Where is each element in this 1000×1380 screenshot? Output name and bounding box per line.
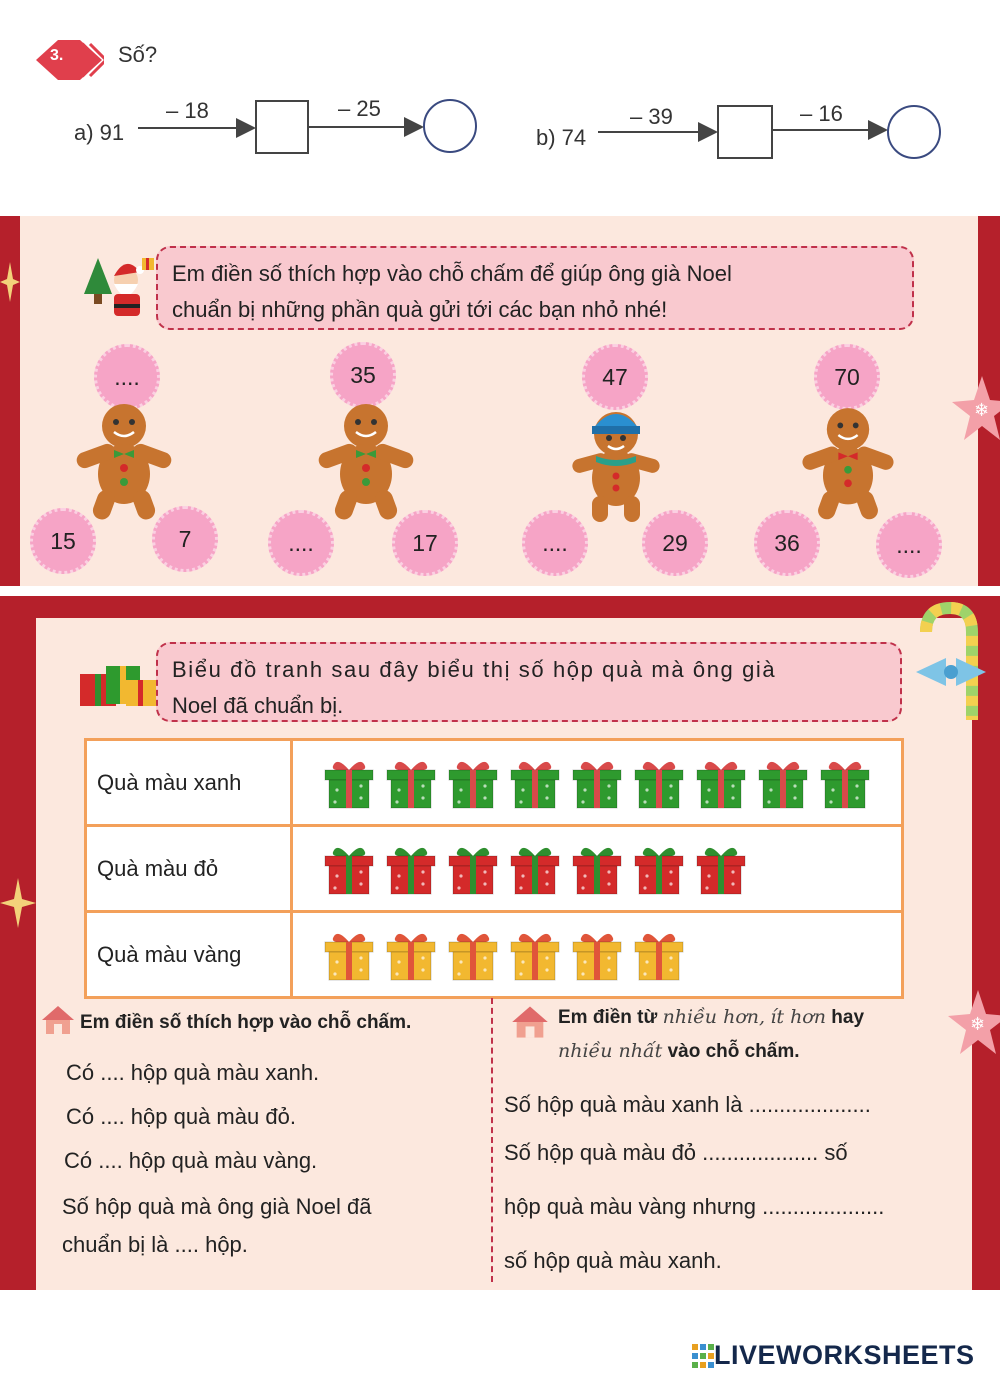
left-task-line-3: Có .... hộp quà màu vàng. [64, 1148, 318, 1173]
group-4-right-circle[interactable]: .... [876, 512, 942, 578]
sparkle-icon [0, 878, 36, 928]
gingerbread-man-icon [312, 402, 420, 520]
gift-box-icon [321, 928, 377, 982]
gift-box-icon [321, 756, 377, 810]
santa-icon [80, 250, 158, 322]
gingerbread-man-hat-icon [566, 404, 666, 522]
gift-box-icon [507, 928, 563, 982]
chain-a-op2: – 25 [338, 96, 381, 121]
chain-b-start: b) 74 [536, 125, 587, 150]
chain-a-circle-input[interactable] [426, 102, 474, 150]
exercise-title: Số? [118, 42, 158, 67]
left-task-line-5: chuẩn bị là .... hộp. [62, 1232, 248, 1257]
gift-box-icon [445, 842, 501, 896]
instruction-line-2: chuẩn bị những phần quà gửi tới các bạn nhỏ nhé! [172, 297, 668, 322]
right-task-line-2: Số hộp quà màu đỏ ................... số [504, 1140, 848, 1165]
gingerbread-man-icon [70, 402, 178, 520]
chain-a-op1: – 18 [166, 98, 209, 123]
chart-instruction-line-1: Biểu đồ tranh sau đây biểu thị số hộp quà mà ông già [172, 657, 777, 682]
gift-box-icon [693, 842, 749, 896]
group-1-left-circle: 15 [30, 508, 96, 574]
gift-row-green [293, 756, 901, 810]
liveworksheets-logo [692, 1340, 975, 1371]
gift-box-icon [569, 756, 625, 810]
red-count-input[interactable] [108, 1104, 158, 1134]
group-3-left-circle[interactable]: .... [522, 510, 588, 576]
exercise-number: 3. [50, 47, 64, 64]
task-divider [491, 998, 493, 1282]
chain-a-box-input[interactable] [258, 103, 306, 151]
house-icon [510, 1004, 550, 1040]
left-task-line-1: Có .... hộp quà màu xanh. [66, 1060, 320, 1085]
chart-instruction [156, 642, 902, 722]
svg-text:❄: ❄ [970, 1014, 986, 1035]
instruction-line-1: Em điền số thích hợp vào chỗ chấm để giúp ông già Noel [172, 261, 732, 286]
gingerbread-instruction [156, 246, 914, 330]
word-it-hon: ít hơn [770, 1006, 826, 1028]
snowflake-star-icon [952, 376, 1000, 446]
chart-row-green [86, 740, 903, 826]
row-label-yellow: Quà màu vàng [86, 912, 292, 998]
gift-box-icon [755, 756, 811, 810]
gift-box-icon [507, 756, 563, 810]
gift-row-yellow [293, 928, 901, 982]
group-2-top-circle: 35 [330, 342, 396, 408]
gift-box-icon [321, 842, 377, 896]
word-nhieu-hon: nhiều hơn, [662, 1006, 766, 1028]
exercise-3-section [0, 0, 1000, 200]
gift-box-icon [569, 842, 625, 896]
gift-box-icon [445, 928, 501, 982]
left-task-heading: Em điền số thích hợp vào chỗ chấm. [80, 1012, 412, 1033]
gift-box-icon [631, 928, 687, 982]
group-4-left-circle: 36 [754, 510, 820, 576]
house-icon [40, 1004, 76, 1036]
gift-box-icon [445, 756, 501, 810]
green-count-input[interactable] [108, 1060, 158, 1090]
heading-prefix: Em điền từ [558, 1007, 658, 1028]
group-2-left-circle[interactable]: .... [268, 510, 334, 576]
right-task-line-3: hộp quà màu vàng nhưng .................... [504, 1194, 885, 1219]
gift-box-icon [383, 756, 439, 810]
group-2-right-circle: 17 [392, 510, 458, 576]
chart-row-red [86, 826, 903, 912]
group-4-top-circle: 70 [814, 344, 880, 410]
left-task-line-2: Có .... hộp quà màu đỏ. [66, 1104, 296, 1129]
gift-box-icon [693, 756, 749, 810]
chain-a-start: a) 91 [74, 120, 125, 145]
compare-input-3[interactable] [826, 1194, 966, 1224]
chain-b-circle-input[interactable] [890, 108, 938, 156]
group-1-right-circle: 7 [152, 506, 218, 572]
row-label-red: Quà màu đỏ [86, 826, 292, 912]
chain-b-box-input[interactable] [720, 108, 770, 156]
chart-row-yellow [86, 912, 903, 998]
gift-box-icon [383, 928, 439, 982]
svg-text:❄: ❄ [974, 400, 990, 421]
gift-row-red [293, 842, 901, 896]
heading-suffix: vào chỗ chấm. [667, 1041, 800, 1062]
gingerbread-man-icon [796, 404, 900, 522]
compare-input-1[interactable] [806, 1092, 946, 1122]
row-label-green: Quà màu xanh [86, 740, 292, 826]
gift-box-icon [631, 842, 687, 896]
right-task-line-1: Số hộp quà màu xanh là .................... [504, 1092, 871, 1117]
logo-grid-icon [692, 1344, 714, 1368]
right-task-line-4: số hộp quà màu xanh. [504, 1248, 722, 1273]
gift-box-icon [569, 928, 625, 982]
picture-chart-table [84, 738, 904, 999]
word-hay: hay [831, 1007, 865, 1028]
chain-b-op1: – 39 [630, 104, 673, 129]
word-nhieu-nhat: nhiều nhất [558, 1040, 663, 1062]
gift-cluster-icon [76, 660, 160, 708]
yellow-count-input[interactable] [106, 1148, 156, 1178]
chain-b-op2: – 16 [800, 101, 843, 126]
sparkle-icon [0, 262, 20, 302]
gift-box-icon [631, 756, 687, 810]
logo-text: LIVEWORKSHEETS [714, 1340, 975, 1370]
right-task-heading-line-1 [558, 1006, 864, 1029]
gift-box-icon [383, 842, 439, 896]
group-3-top-circle: 47 [582, 344, 648, 410]
gift-box-icon [817, 756, 873, 810]
left-task-line-4: Số hộp quà mà ông già Noel đã [62, 1194, 372, 1219]
candy-cane-icon [906, 602, 998, 722]
group-3-right-circle: 29 [642, 510, 708, 576]
total-count-input[interactable] [196, 1232, 246, 1262]
subtraction-chains [0, 0, 1000, 200]
compare-input-2[interactable] [748, 1140, 888, 1170]
right-task-heading-line-2 [558, 1040, 800, 1063]
snowflake-star-icon [948, 990, 1000, 1060]
chart-instruction-line-2: Noel đã chuẩn bị. [172, 693, 344, 718]
group-1-top-circle[interactable]: .... [94, 344, 160, 410]
gift-box-icon [507, 842, 563, 896]
